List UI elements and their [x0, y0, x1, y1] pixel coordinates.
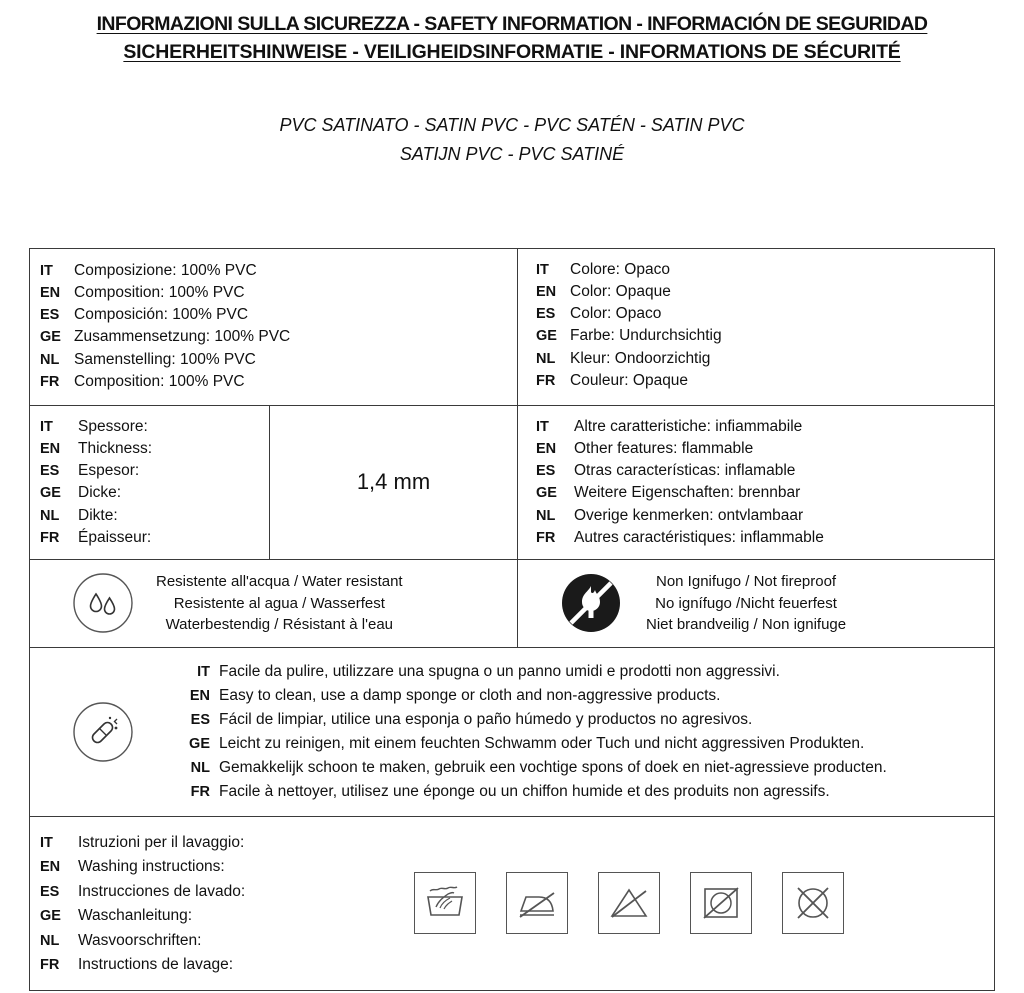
lang-code: ES: [190, 711, 210, 728]
list-item: [176, 756, 984, 780]
no-fire-icon: [560, 572, 622, 634]
lang-code: NL: [40, 507, 60, 524]
lang-code: ES: [40, 463, 60, 480]
lang-text: Color: Opaque: [570, 283, 671, 301]
lang-text: Colore: Opaco: [570, 261, 670, 278]
lang-code: EN: [40, 859, 61, 876]
lang-text: Instructions de lavage:: [78, 956, 234, 974]
list-item: [536, 370, 982, 392]
thickness-value: 1,4 mm: [356, 469, 431, 495]
list-item: [40, 371, 505, 393]
list-item: [40, 282, 505, 304]
list-item: [40, 438, 257, 460]
list-item: [536, 416, 982, 438]
cleaning-icon-cell: [30, 648, 176, 816]
other-features-cell: [518, 406, 994, 559]
caption-line: Non Ignifugo / Not fireproof: [656, 572, 837, 590]
caption-line: Niet brandveilig / Non ignifuge: [646, 616, 847, 634]
list-item: [40, 349, 505, 371]
lang-code: EN: [40, 441, 61, 458]
table-row-washing: [30, 817, 994, 990]
lang-code: GE: [40, 908, 61, 925]
lang-code: ES: [536, 306, 556, 323]
lang-text: Spessore:: [78, 417, 148, 435]
list-item: [40, 855, 360, 879]
lang-code: IT: [197, 663, 210, 680]
list-item: [536, 281, 982, 303]
lang-text: Color: Opaco: [570, 305, 662, 323]
list-item: [40, 929, 360, 953]
not-fireproof-cell: [518, 560, 994, 647]
cleaning-sponge-icon: [72, 701, 134, 763]
composition-cell: [30, 249, 518, 405]
lang-code: GE: [536, 485, 557, 502]
page-title-line-2: SICHERHEITSHINWEISE - VEILIGHEIDSINFORMATIE - INFORMATIONS DE SÉCURITÉ: [123, 41, 901, 64]
lang-text: Wasvoorschriften:: [78, 931, 202, 949]
page-title: [0, 0, 1024, 67]
table-row-thickness-features: [30, 406, 994, 560]
lang-code: EN: [189, 687, 210, 704]
thickness-label-cell: [30, 406, 270, 559]
lang-text: Dicke:: [78, 484, 122, 502]
lang-text: Espesor:: [78, 462, 140, 480]
lang-text: Zusammensetzung: 100% PVC: [74, 328, 291, 346]
water-drop-icon: [72, 572, 134, 634]
list-item: [176, 732, 984, 756]
list-item: [40, 904, 360, 928]
lang-text: Couleur: Opaque: [570, 371, 689, 389]
lang-code: ES: [40, 307, 60, 324]
lang-text: Farbe: Undurchsichtig: [570, 327, 722, 345]
table-row-composition-color: [30, 249, 994, 406]
list-item: [536, 303, 982, 325]
list-item: [536, 505, 982, 527]
product-subtitle-line-2: SATIJN PVC - PVC SATINÉ: [399, 144, 625, 165]
lang-code: ES: [40, 883, 60, 900]
table-row-cleaning: [30, 648, 994, 817]
list-item: [176, 708, 984, 732]
do-not-iron-icon: [506, 872, 568, 934]
lang-text: Kleur: Ondoorzichtig: [570, 349, 711, 367]
lang-text: Easy to clean, use a damp sponge or cloth and non-aggressive products.: [219, 686, 721, 704]
list-item: [536, 527, 982, 549]
caption-line: Resistente all'acqua / Water resistant: [156, 572, 403, 590]
lang-text: Waschanleitung:: [78, 907, 193, 925]
page-title-line-1: INFORMAZIONI SULLA SICUREZZA - SAFETY INFORMATION - INFORMACIÓN DE SEGURIDAD: [96, 13, 928, 35]
list-item: [40, 505, 257, 527]
lang-text: Composition: 100% PVC: [74, 284, 245, 302]
lang-text: Autres caractéristiques: inflammable: [574, 528, 824, 546]
lang-text: Facile à nettoyer, utilisez une éponge ou un chiffon humide et des produits non agressifs.: [219, 782, 830, 800]
lang-text: Fácil de limpiar, utilice una esponja o paño húmedo y productos no agresivos.: [219, 710, 753, 728]
lang-text: Altre caratteristiche: infiammabile: [574, 417, 803, 435]
thickness-value-cell: [270, 406, 518, 559]
lang-text: Istruzioni per il lavaggio:: [78, 833, 245, 851]
caption-line: Resistente al agua / Wasserfest: [173, 594, 385, 612]
lang-code: ES: [536, 463, 556, 480]
lang-text: Épaisseur:: [78, 528, 152, 546]
product-subtitle-line-1: PVC SATINATO - SATIN PVC - PVC SATÉN - SATIN PVC: [279, 114, 745, 135]
lang-text: Thickness:: [78, 440, 153, 458]
hand-wash-icon: [414, 872, 476, 934]
list-item: [40, 482, 257, 504]
specifications-table: [29, 248, 995, 991]
list-item: [536, 482, 982, 504]
lang-text: Otras características: inflamable: [574, 462, 796, 480]
do-not-bleach-icon: [598, 872, 660, 934]
list-item: [536, 325, 982, 347]
list-item: [536, 259, 982, 281]
lang-code: EN: [40, 285, 61, 302]
do-not-dry-clean-icon: [782, 872, 844, 934]
table-row-water-fire: [30, 560, 994, 648]
list-item: [40, 953, 360, 977]
lang-code: FR: [536, 372, 556, 389]
lang-code: IT: [40, 834, 53, 851]
lang-code: IT: [536, 418, 549, 435]
list-item: [40, 326, 505, 348]
lang-code: NL: [40, 351, 60, 368]
water-resistant-caption: [156, 571, 403, 636]
washing-symbols-cell: [370, 817, 994, 990]
lang-code: NL: [190, 759, 210, 776]
list-item: [40, 880, 360, 904]
lang-text: Washing instructions:: [78, 858, 225, 876]
lang-code: IT: [40, 418, 53, 435]
lang-text: Overige kenmerken: ontvlambaar: [574, 506, 804, 524]
lang-code: FR: [40, 373, 60, 390]
list-item: [176, 684, 984, 708]
list-item: [176, 780, 984, 804]
lang-text: Samenstelling: 100% PVC: [74, 350, 256, 368]
lang-text: Weitere Eigenschaften: brennbar: [574, 484, 801, 502]
caption-line: No ignífugo /Nicht feuerfest: [655, 594, 837, 612]
lang-text: Gemakkelijk schoon te maken, gebruik een vochtige spons of doek en niet-agressieve producten.: [219, 758, 887, 776]
list-item: [40, 260, 505, 282]
do-not-tumble-dry-icon: [690, 872, 752, 934]
lang-code: EN: [536, 441, 557, 458]
lang-code: EN: [536, 284, 557, 301]
list-item: [40, 527, 257, 549]
lang-code: FR: [40, 957, 60, 974]
list-item: [40, 416, 257, 438]
list-item: [536, 348, 982, 370]
lang-code: GE: [189, 735, 210, 752]
lang-text: Facile da pulire, utilizzare una spugna o un panno umidi e prodotti non aggressivi.: [219, 662, 780, 680]
lang-code: FR: [190, 783, 210, 800]
lang-text: Dikte:: [78, 506, 118, 524]
lang-text: Instrucciones de lavado:: [78, 882, 246, 900]
not-fireproof-caption: [646, 571, 846, 636]
lang-code: FR: [40, 529, 60, 546]
lang-code: GE: [40, 329, 61, 346]
lang-text: Leicht zu reinigen, mit einem feuchten Schwamm oder Tuch und nicht aggressiven Produkten.: [219, 734, 865, 752]
lang-text: Composition: 100% PVC: [74, 372, 245, 390]
lang-code: NL: [40, 932, 60, 949]
list-item: [40, 831, 360, 855]
lang-text: Composición: 100% PVC: [74, 306, 249, 324]
list-item: [536, 460, 982, 482]
lang-code: NL: [536, 507, 556, 524]
product-subtitle: [0, 111, 1024, 170]
lang-text: Other features: flammable: [574, 440, 754, 458]
color-cell: [518, 249, 994, 405]
cleaning-text-cell: [176, 648, 994, 816]
list-item: [40, 304, 505, 326]
lang-code: NL: [536, 350, 556, 367]
lang-code: FR: [536, 529, 556, 546]
list-item: [536, 438, 982, 460]
lang-code: IT: [536, 262, 549, 278]
list-item: [176, 660, 984, 684]
caption-line: Waterbestendig / Résistant à l'eau: [165, 616, 394, 634]
washing-label-cell: [30, 817, 370, 990]
lang-code: GE: [40, 485, 61, 502]
water-resistant-cell: [30, 560, 518, 647]
lang-code: GE: [536, 328, 557, 345]
lang-text: Composizione: 100% PVC: [74, 262, 257, 279]
list-item: [40, 460, 257, 482]
lang-code: IT: [40, 263, 53, 279]
